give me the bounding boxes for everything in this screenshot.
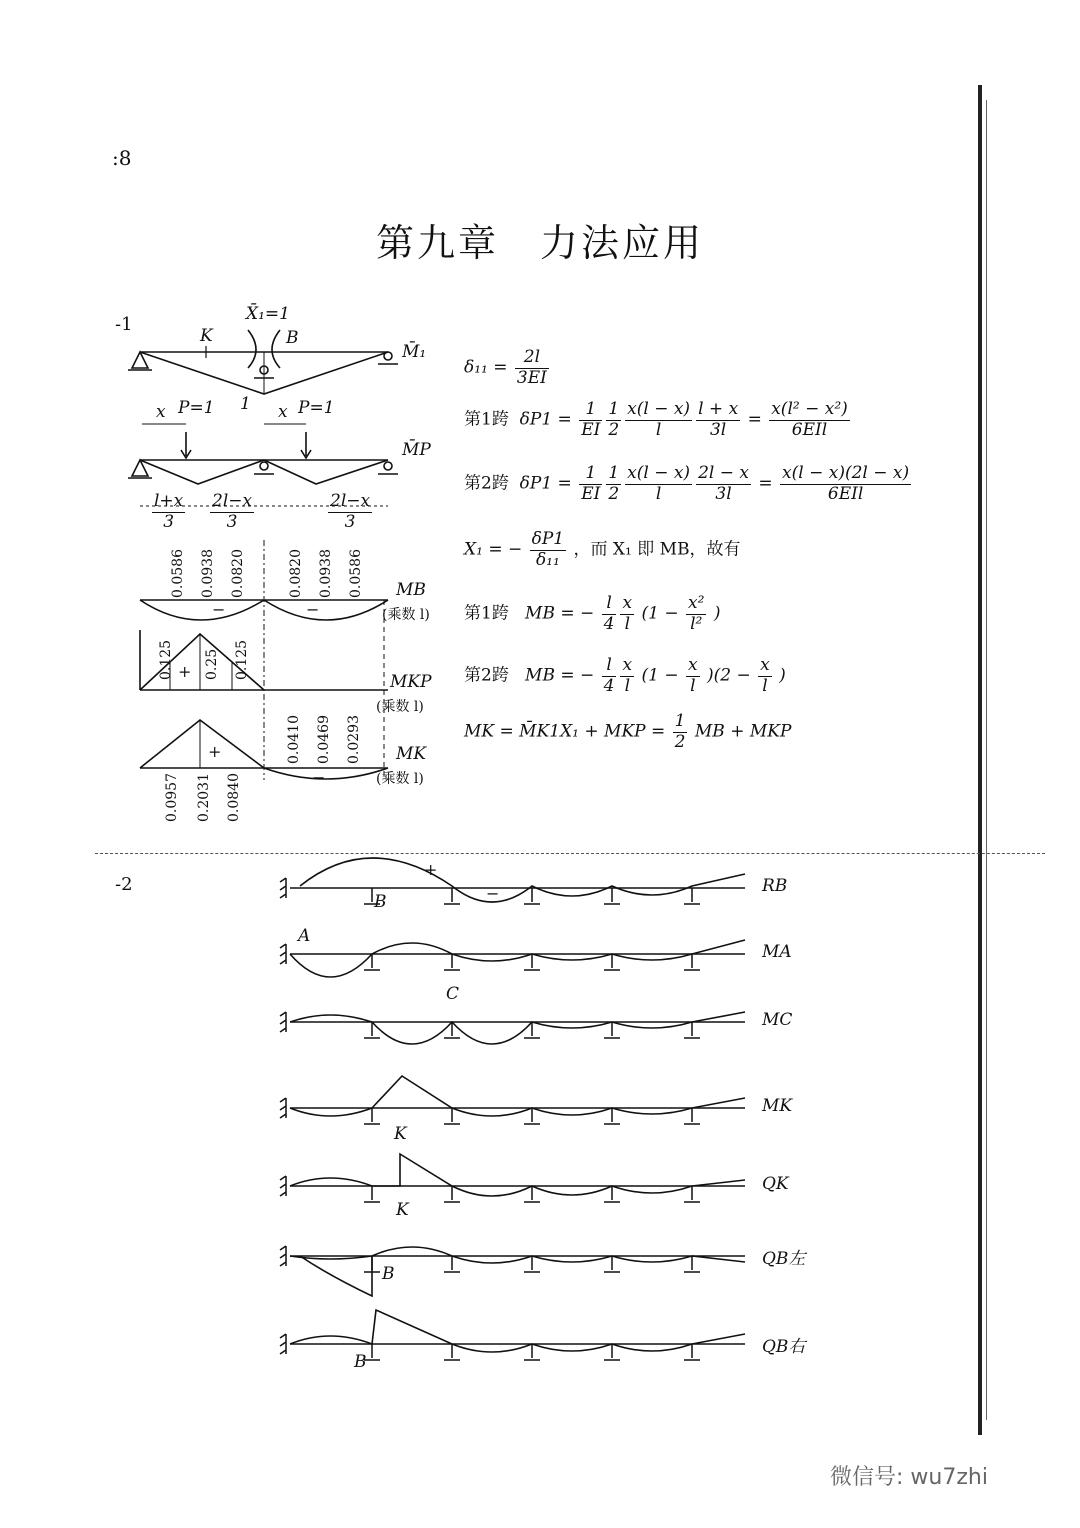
roller-support-icon: [684, 1022, 700, 1038]
m1-diagram-label: M̄₁: [402, 342, 427, 362]
mb-value: 0.0820: [288, 549, 304, 598]
equation-mb-span1: 第1跨 MB = − $\frac{l}{4}$ $\frac{x}{l}$ (1 − $\frac{\text{x²}}{\text{l²}}$ ): [464, 593, 721, 634]
influence-line: [290, 940, 745, 977]
mkp-multiplier: (乘数 l): [376, 699, 424, 715]
mk-sign: +: [208, 742, 222, 761]
mk-sign: −: [312, 768, 326, 787]
mb-value: 0.0820: [230, 549, 246, 598]
mk-diagram-label: MK: [396, 744, 427, 764]
equation-x1: X₁ = − $\frac{\delta P1}{\text{δ₁₁}}$ ，而 X₁ 即 MB，故有: [464, 529, 741, 570]
equation-mk: MK = M̄K1X₁ + MKP = $\frac{1}{2}$ MB + MKP: [464, 711, 792, 752]
point-marker-label: A: [298, 926, 311, 946]
equation-span1-deltaP: 第1跨 δP1 = $\frac{1}{EI}$ $\frac{1}{2}$ $\frac{x(l - x)}{l}$ $\frac{l + x}{3l}$ = $\frac{\text{x(l² − x²)}}{\text{6EIl}}$: [464, 399, 848, 440]
mk-value: 0.2031: [196, 773, 212, 822]
influence-line: [290, 1154, 745, 1196]
roller-support-icon: [604, 1022, 620, 1038]
roller-support-icon: [604, 1256, 620, 1272]
influence-line-label: MK: [762, 1096, 793, 1116]
unit-load-label: X̄₁=1: [246, 304, 290, 324]
mkp-value: 0.125: [158, 639, 174, 680]
mkp-diagram-label: MKP: [390, 672, 432, 692]
mb-value: 0.0938: [200, 549, 216, 598]
point-b-label: B: [286, 328, 299, 348]
chapter-title: 第九章 力法应用: [375, 221, 704, 265]
roller-support-icon: [684, 954, 700, 970]
mk-value: 0.0957: [164, 773, 180, 822]
roller-support-icon: [364, 1186, 380, 1202]
influence-sign: −: [486, 884, 500, 903]
mkp-value: 0.125: [234, 639, 250, 680]
roller-support-icon: [684, 1256, 700, 1272]
load-p-label: P=1: [298, 398, 335, 418]
mk-multiplier: (乘数 l): [376, 771, 424, 787]
point-marker-label: K: [396, 1200, 409, 1220]
fixed-support-icon: [280, 1246, 286, 1266]
point-marker-label: C: [446, 984, 460, 1004]
fixed-support-icon: [280, 1334, 286, 1354]
roller-support-icon: [604, 888, 620, 904]
influence-line: [290, 1012, 745, 1044]
influence-line-label: MA: [762, 942, 792, 962]
mb-sign: −: [212, 600, 226, 619]
fixed-support-icon: [280, 1176, 286, 1196]
mk-value: 0.0410: [286, 715, 302, 764]
dimension-fraction: $\frac{l+x}{3}$: [154, 491, 184, 532]
influence-sign: +: [424, 860, 438, 879]
influence-line-label: QB右: [762, 1337, 806, 1357]
mk-diagram-right: [264, 768, 388, 779]
mp-diagram: [140, 460, 388, 484]
influence-line-label: QB左: [762, 1249, 806, 1269]
watermark: 微信号: wu7zhi: [830, 1465, 988, 1490]
mk-value: 0.0840: [226, 773, 242, 822]
point-marker-label: B: [354, 1352, 367, 1372]
mp-diagram-label: M̄P: [402, 440, 431, 460]
roller-support-icon: [684, 888, 700, 904]
page-number: :8: [112, 146, 132, 170]
influence-line: [290, 1310, 745, 1352]
influence-line: [300, 858, 745, 902]
mb-multiplier: (乘数 l): [382, 607, 430, 623]
point-k-label: K: [200, 326, 213, 346]
roller-support-icon: [524, 1022, 540, 1038]
fixed-support-icon: [280, 944, 286, 964]
mkp-value: 0.25: [204, 648, 220, 680]
roller-support-icon: [684, 1108, 700, 1124]
equation-span2-deltaP: 第2跨 δP1 = $\frac{1}{EI}$ $\frac{1}{2}$ $\frac{x(l - x)}{l}$ $\frac{2l - x}{3l}$ = $\frac{x(l - x)(2l - x)}{\text{6EIl}}$: [464, 463, 910, 504]
point-marker-label: B: [374, 892, 387, 912]
mk-value: 0.0469: [316, 715, 332, 764]
fixed-support-icon: [280, 878, 286, 898]
point-marker-label: B: [382, 1264, 395, 1284]
equation-mb-span2: 第2跨 MB = − $\frac{l}{4}$ $\frac{x}{l}$ (1 − $\frac{x}{l}$ )(2 − $\frac{x}{l}$ ): [464, 655, 786, 696]
unit-ordinate-label: 1: [240, 394, 251, 414]
mb-value: 0.0586: [170, 549, 186, 598]
influence-line-label: RB: [762, 876, 788, 896]
influence-line: [290, 1076, 745, 1116]
influence-line: [290, 1247, 745, 1296]
mk-value: 0.0293: [346, 715, 362, 764]
fixed-support-icon: [280, 1098, 286, 1118]
dimension-fraction: $\frac{2l-x}{3}$: [212, 491, 253, 532]
influence-line-label: MC: [762, 1010, 793, 1030]
x-dimension-label: x: [278, 402, 288, 422]
mb-sign: −: [306, 600, 320, 619]
influence-line-label: QK: [762, 1174, 789, 1194]
mb-value: 0.0938: [318, 549, 334, 598]
fixed-support-icon: [280, 1012, 286, 1032]
equation-delta11: δ₁₁ = $\frac{2l}{3EI}$: [464, 347, 547, 388]
mb-value: 0.0586: [348, 549, 364, 598]
mk-diagram-left: [140, 720, 264, 768]
x-dimension-label: x: [156, 402, 166, 422]
mkp-sign: +: [178, 662, 192, 681]
load-p-label: P=1: [178, 398, 215, 418]
roller-support-icon: [444, 1022, 460, 1038]
dimension-fraction: $\frac{2l-x}{3}$: [330, 491, 371, 532]
mb-diagram-label: MB: [396, 580, 426, 600]
problem-2-number: -2: [115, 874, 133, 895]
roller-support-icon: [604, 954, 620, 970]
point-marker-label: K: [394, 1124, 407, 1144]
roller-support-icon: [364, 954, 380, 970]
roller-support-icon: [364, 1022, 380, 1038]
problem-1-number: -1: [115, 314, 133, 335]
